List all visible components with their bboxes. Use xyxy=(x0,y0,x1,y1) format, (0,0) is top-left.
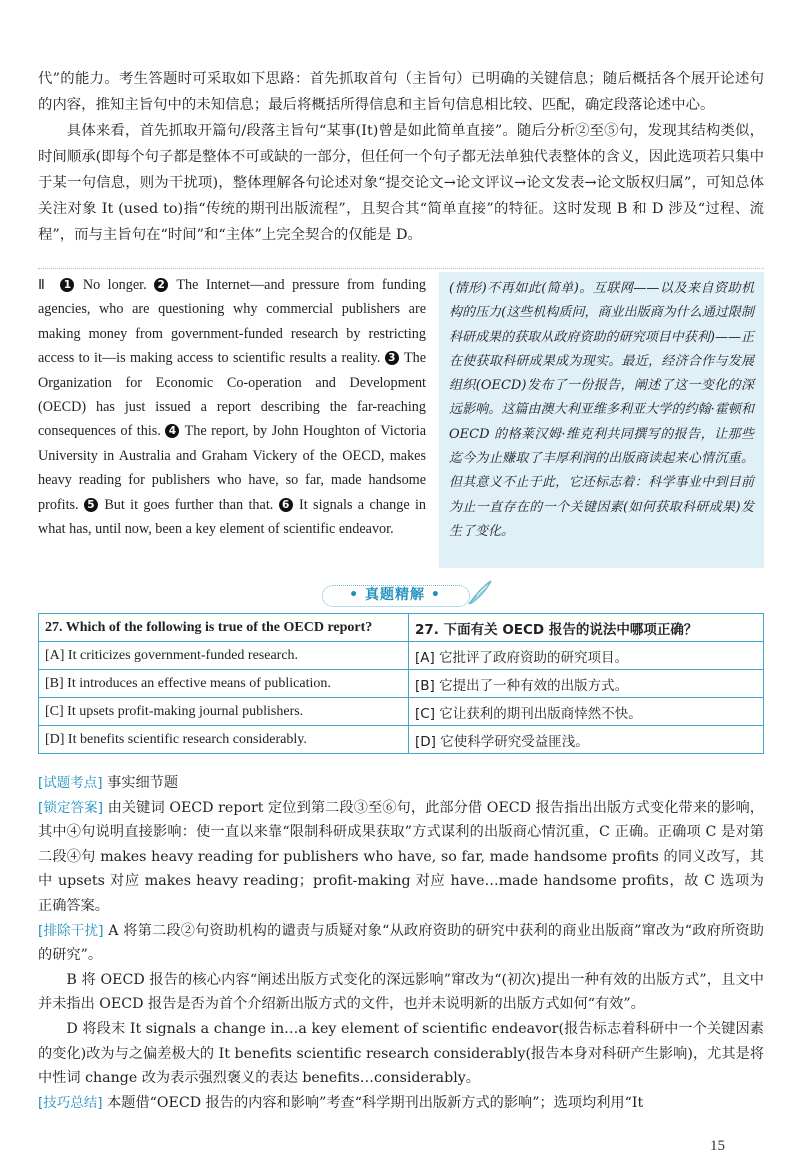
sentence-number-6: 6 xyxy=(279,498,293,512)
sentence-number-3: 3 xyxy=(385,351,399,365)
sentence-1: No longer. xyxy=(82,277,147,293)
quill-pen-icon xyxy=(465,578,495,608)
paragraph-roman-numeral: Ⅱ xyxy=(38,277,49,293)
option-b-zh: [B] 它提出了一种有效的出版方式。 xyxy=(409,670,764,698)
skill-text: 本题借“OECD 报告的内容和影响”考查“科学期刊出版新方式的影响”；选项均利用“It xyxy=(107,1094,644,1111)
option-c-en: [C] It upsets profit-making journal publishers. xyxy=(39,698,409,726)
page-number: 15 xyxy=(710,1138,725,1154)
question-table xyxy=(38,613,764,754)
skill-label: [技巧总结] xyxy=(38,1094,103,1111)
option-a-zh: [A] 它批评了政府资助的研究项目。 xyxy=(409,642,764,670)
answer-text: 由关键词 OECD report 定位到第二段③至⑥句，此部分借 OECD 报告指出出版方式变化带来的影响，其中④句说明直接影响：使一直以来靠“限制科研成果获取”方式谋利的出版商心情沉重，C 正确。正确项 C 是对第二段④句 makes heavy reading for publishers who have, so far, made handsome profits 的同义改写，其中 upsets 对应 makes heavy reading；profit-making 对应 have…made handsome profits，故 C 选项为正确答案。 xyxy=(38,799,764,914)
option-row-b xyxy=(39,670,764,698)
sentence-number-4: 4 xyxy=(165,424,179,438)
section-banner xyxy=(300,582,500,612)
exclude-d-text: D 将段末 It signals a change in…a key element of scientific endeavor(报告标志着科研中一个关键因素的变化)改为与之偏差极大的 It benefits scientific research considerably(报告本身对科研产生影响)，尤其是将中性词 change 改为表示强烈褒义的表达 benefits…considerably。 xyxy=(38,1020,764,1087)
analysis-skill xyxy=(38,1091,764,1116)
option-row-d xyxy=(39,726,764,754)
sentence-number-1: 1 xyxy=(60,278,74,292)
analysis-answer xyxy=(38,796,764,919)
analysis-kaodian xyxy=(38,771,764,796)
section-title: • 真题精解 • xyxy=(349,587,441,603)
intro-text xyxy=(38,66,764,248)
option-c-zh: [C] 它让获利的期刊出版商悻然不快。 xyxy=(409,698,764,726)
exclude-a-text: A 将第二段②句资助机构的谴责与质疑对象“从政府资助的研究中获利的商业出版商”窜改为“政府所资助的研究”。 xyxy=(38,922,764,964)
analysis-exclude-a xyxy=(38,919,764,968)
sentence-3: The Organization for Economic Co-operation and Development (OECD) has just issued a report describing the far-reaching consequences of this. xyxy=(38,350,426,440)
section-divider xyxy=(38,268,764,269)
translation-box: (情形)不再如此(简单)。互联网——以及来自资助机构的压力(这些机构质问，商业出版商为什么通过限制科研成果的获取从政府资助的研究项目中获利)——正在使获取科研成果成为现实。最近，经济合作与发展组织(OECD)发布了一份报告，阐述了这一变化的深远影响。这篇由澳大利亚维多利亚大学的约翰·霍顿和 OECD 的格莱汉姆·维克利共同撰写的报告，让那些迄今为止赚取了丰厚利润的出版商读起来心情沉重。但其意义不止于此，它还标志着：科学事业中到目前为止一直存在的一个关键因素(如何获取科研成果)发生了变化。 xyxy=(439,272,764,568)
sentence-2: The Internet—and pressure from funding agencies, who are questioning why commercial publishers are making money from government-funded research by restricting access to it—is making access to scientific results a reality. xyxy=(38,277,427,367)
sentence-5: But it goes further than that. xyxy=(104,496,274,513)
option-row-a xyxy=(39,642,764,670)
kaodian-text: 事实细节题 xyxy=(107,775,179,791)
sentence-number-2: 2 xyxy=(154,278,168,292)
option-d-zh: [D] 它使科学研究受益匪浅。 xyxy=(409,726,764,754)
option-d-en: [D] It benefits scientific research considerably. xyxy=(39,726,409,754)
option-b-en: [B] It introduces an effective means of publication. xyxy=(39,670,409,698)
analysis-section xyxy=(38,771,764,1115)
intro-paragraph-1: 代”的能力。考生答题时可采取如下思路：首先抓取首句（主旨句）已明确的关键信息；随后概括各个展开论述句的内容，推知主旨句中的未知信息；最后将概括所得信息和主旨句信息相比较、匹配，确定段落论述中心。 xyxy=(38,71,764,113)
option-row-c xyxy=(39,698,764,726)
exclude-label: [排除干扰] xyxy=(38,922,104,939)
sentence-number-5: 5 xyxy=(84,498,98,512)
sentence-6: It signals a change in what has, until now, been a key element of scientific endeavor. xyxy=(38,496,427,538)
passage-paragraph xyxy=(38,273,426,541)
answer-label: [锁定答案] xyxy=(38,799,103,816)
question-stem-en: 27. Which of the following is true of the OECD report? xyxy=(39,614,409,642)
intro-paragraph-2: 具体来看，首先抓取开篇句/段落主旨句“某事(It)曾是如此简单直接”。随后分析②至⑤句，发现其结构类似，时间顺承(即每个句子都是整体不可或缺的一部分，但任何一个句子都无法单独代表整体的含义，因此选项若只集中于某一句信息，则为干扰项)，整体理解各句论述对象“提交论文→论文评议→论文发表→论文版权归属”，可知总体关注对象 It (used to)指“传统的期刊出版流程”，且契合其“简单直接”的特征。这时发现 B 和 D 涉及“过程、流程”，而与主旨句在“时间”和“主体”上完全契合的仅能是 D。 xyxy=(38,123,764,243)
sentence-4: The report, by John Houghton of Victoria University in Australia and Graham Vickery of the OECD, makes heavy reading for publishers who have, so far, made handsome profits. xyxy=(38,423,426,513)
question-stem-zh: 27. 下面有关 OECD 报告的说法中哪项正确？ xyxy=(409,614,764,642)
option-a-en: [A] It criticizes government-funded research. xyxy=(39,642,409,670)
kaodian-label: [试题考点] xyxy=(38,775,103,791)
exclude-b-text: B 将 OECD 报告的核心内容“阐述出版方式变化的深远影响”窜改为“(初次)提出一种有效的出版方式”，且文中并未指出 OECD 报告是否为首个介绍新出版方式的文件，也并未说明新的出版方式如何“有效”。 xyxy=(38,971,764,1013)
question-header-row xyxy=(39,614,764,642)
